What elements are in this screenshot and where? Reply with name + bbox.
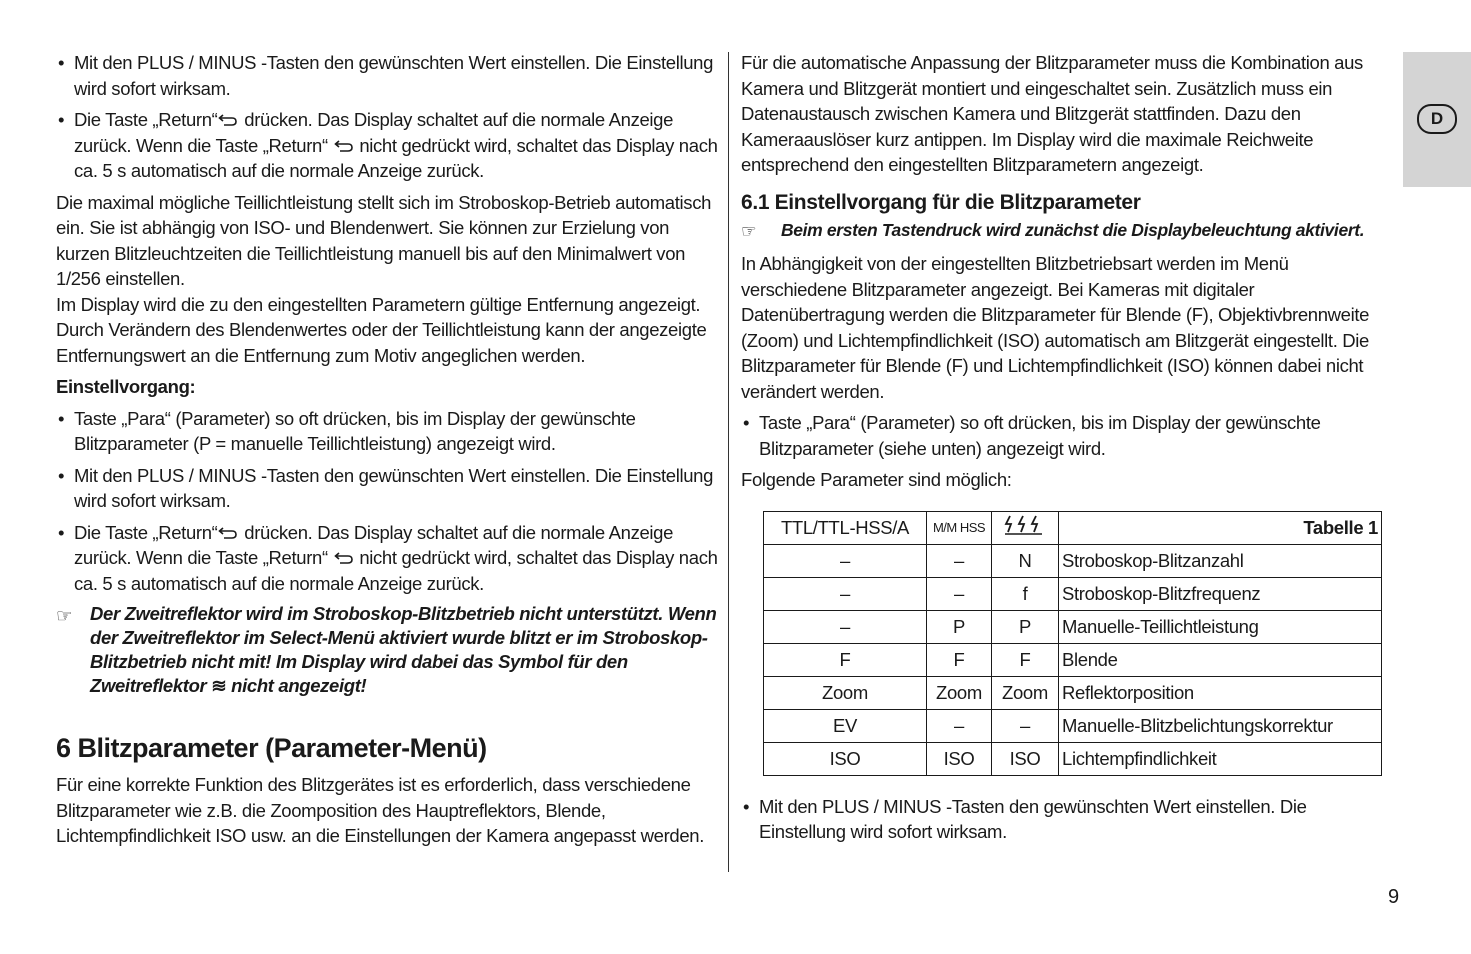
bullet-para: • Taste „Para“ (Parameter) so oft drücken, bis im Display der gewünschte Blitzparameter (P = manuelle Teillichtleistung) angezeigt wird. bbox=[56, 406, 718, 457]
cell-strobe: – bbox=[992, 709, 1059, 742]
table-header-row bbox=[764, 511, 1382, 544]
bullet-plus-minus-right: • Mit den PLUS / MINUS -Tasten den gewünschten Wert einstellen. Die Einstellung wird sofort wirksam. bbox=[741, 794, 1393, 845]
cell-ttl: – bbox=[764, 610, 927, 643]
bullet-return bbox=[56, 107, 718, 184]
note-zweitreflektor bbox=[56, 602, 718, 698]
bullet-text: nicht gedrückt wird, schaltet das Display nach ca. 5 s automatisch auf die normale Anzeige zurück. bbox=[74, 547, 718, 594]
cell-manual: F bbox=[927, 643, 992, 676]
paragraph-blitzparameter: Für eine korrekte Funktion des Blitzgerätes ist es erforderlich, dass verschiedene Blitzparameter wie z.B. die Zoomposition des Hauptreflektors, Blende, Lichtempfindlichkeit ISO usw. an die Einstellungen der Kamera angepasst werden. bbox=[56, 774, 704, 846]
table-row bbox=[764, 577, 1382, 610]
note-text: Der Zweitreflektor wird im Stroboskop-Blitzbetrieb nicht unterstützt. Wenn der Zweitreflektor im Select-Menü aktiviert wurde blitzt er im Stroboskop-Blitzbetrieb nicht mit! Im Display wird dabei das Symbol für den Zweitreflektor bbox=[90, 603, 717, 696]
bullet-para-right: • Taste „Para“ (Parameter) so oft drücken, bis im Display der gewünschte Blitzparameter (siehe unten) angezeigt wird. bbox=[741, 410, 1393, 461]
table-row bbox=[764, 676, 1382, 709]
table-row bbox=[764, 544, 1382, 577]
cell-manual: – bbox=[927, 577, 992, 610]
cell-description: Manuelle-Blitzbelichtungskorrektur bbox=[1059, 709, 1382, 742]
table-title: Tabelle 1 bbox=[1059, 511, 1382, 544]
cell-strobe: N bbox=[992, 544, 1059, 577]
cell-description: Reflektorposition bbox=[1059, 676, 1382, 709]
cell-strobe: Zoom bbox=[992, 676, 1059, 709]
header-ttl: TTL/TTL-HSS/A bbox=[764, 511, 927, 544]
paragraph-automatik: Für die automatische Anpassung der Blitzparameter muss die Kombination aus Kamera und Blitzgerät montiert und eingeschaltet sein. Zusätzlich muss ein Datenaustausch zwischen Kamera und Blitzgerät stattfinden. Dazu den Kameraauslöser kurz antippen. Im Display wird die maximale Reichweite entsprechend den eingestellten Blitzparametern angezeigt. bbox=[741, 52, 1363, 175]
bullet-text: Die Taste „Return“ bbox=[74, 521, 218, 543]
stroboscope-icon bbox=[1004, 513, 1046, 535]
cell-manual: P bbox=[927, 610, 992, 643]
parameter-table bbox=[763, 511, 1382, 776]
section-heading: 6 Blitzparameter (Parameter-Menü) bbox=[56, 733, 487, 763]
table-row bbox=[764, 610, 1382, 643]
header-manual: M/M HSS bbox=[927, 511, 992, 544]
return-arrow-icon bbox=[217, 527, 239, 541]
bullet-text: drücken. Das Display schaltet auf die normale Anzeige zurück. Wenn die Taste „Return“ bbox=[74, 109, 674, 156]
cell-strobe: ISO bbox=[992, 742, 1059, 775]
return-arrow-icon bbox=[333, 552, 355, 566]
cell-description: Manuelle-Teillichtleistung bbox=[1059, 610, 1382, 643]
right-column bbox=[741, 50, 1393, 851]
table-row bbox=[764, 709, 1382, 742]
paragraph-folgende: Folgende Parameter sind möglich: bbox=[741, 469, 1012, 490]
cell-description: Stroboskop-Blitzanzahl bbox=[1059, 544, 1382, 577]
paragraph-entfernung: Im Display wird die zu den eingestellten Parametern gültige Entfernung angezeigt. Durch Verändern des Blendenwertes oder der Teillichtleistung kann der angezeigte Entfernungswert an die Entfernung zum Motiv angeglichen werden. bbox=[56, 293, 707, 366]
left-column bbox=[56, 50, 718, 855]
column-divider bbox=[728, 52, 729, 872]
bullet-text: nicht gedrückt wird, schaltet das Display nach ca. 5 s automatisch auf die normale Anzeige zurück. bbox=[74, 134, 718, 181]
bullet-text: Die Taste „Return“ bbox=[74, 109, 218, 130]
cell-ttl: F bbox=[764, 643, 927, 676]
table-row bbox=[764, 643, 1382, 676]
return-arrow-icon bbox=[333, 140, 355, 154]
cell-strobe: f bbox=[992, 577, 1059, 610]
cell-strobe: P bbox=[992, 610, 1059, 643]
cell-strobe: F bbox=[992, 643, 1059, 676]
cell-manual: – bbox=[927, 544, 992, 577]
subsection-heading: 6.1 Einstellvorgang für die Blitzparameter bbox=[741, 190, 1141, 214]
cell-manual: ISO bbox=[927, 742, 992, 775]
cell-ttl: Zoom bbox=[764, 676, 927, 709]
second-reflector-icon: ≋ bbox=[211, 675, 227, 696]
bullet-text: drücken. Das Display schaltet auf die normale Anzeige zurück. Wenn die Taste „Return“ bbox=[74, 521, 674, 568]
cell-ttl: – bbox=[764, 577, 927, 610]
cell-description: Lichtempfindlichkeit bbox=[1059, 742, 1382, 775]
language-label: D bbox=[1417, 104, 1457, 134]
pointing-hand-icon: ☞ bbox=[741, 220, 757, 241]
return-arrow-icon bbox=[217, 114, 239, 128]
cell-description: Stroboskop-Blitzfrequenz bbox=[1059, 577, 1382, 610]
pointing-hand-icon: ☞ bbox=[56, 605, 73, 626]
bullet-plus-minus: • Mit den PLUS / MINUS -Tasten den gewünschten Wert einstellen. Die Einstellung wird sofort wirksam. bbox=[56, 50, 718, 101]
cell-ttl: EV bbox=[764, 709, 927, 742]
language-side-tab bbox=[1403, 52, 1471, 187]
note-text: nicht angezeigt! bbox=[226, 675, 367, 696]
bullet-return-2 bbox=[56, 520, 718, 597]
cell-manual: – bbox=[927, 709, 992, 742]
subheading-einstellvorgang: Einstellvorgang: bbox=[56, 376, 196, 397]
hint-text: Beim ersten Tastendruck wird zunächst die Displaybeleuchtung aktiviert. bbox=[781, 219, 1365, 240]
cell-ttl: ISO bbox=[764, 742, 927, 775]
table-row bbox=[764, 742, 1382, 775]
bullet-plus-minus-2: • Mit den PLUS / MINUS -Tasten den gewünschten Wert einstellen. Die Einstellung wird sofort wirksam. bbox=[56, 463, 718, 514]
cell-manual: Zoom bbox=[927, 676, 992, 709]
header-strobe bbox=[992, 511, 1059, 544]
cell-description: Blende bbox=[1059, 643, 1382, 676]
paragraph-teillicht: Die maximal mögliche Teillichtleistung stellt sich im Stroboskop-Betrieb automatisch ein. Sie ist abhängig von ISO- und Blendenwert. Sie können zur Erzielung von kurzen Blitzleuchtzeiten die Teillichtleistung manuell bis auf den Minimalwert von 1/256 einstellen. bbox=[56, 191, 712, 289]
page-number: 9 bbox=[1388, 886, 1400, 908]
cell-ttl: – bbox=[764, 544, 927, 577]
paragraph-abhaengigkeit: In Abhängigkeit von der eingestellten Blitzbetriebsart werden im Menü verschiedene Blitzparameter angezeigt. Bei Kameras mit digitaler Datenübertragung werden die Blitzparameter für Blende (F), Objektivbrennweite (Zoom) und Lichtempfindlichkeit (ISO) automatisch am Blitzgerät eingestellt. Die Blitzparameter für Blende (F) und Lichtempfindlichkeit (ISO) können dabei nicht verändert werden. bbox=[741, 253, 1370, 402]
hint-displaybeleuchtung bbox=[741, 218, 1393, 244]
